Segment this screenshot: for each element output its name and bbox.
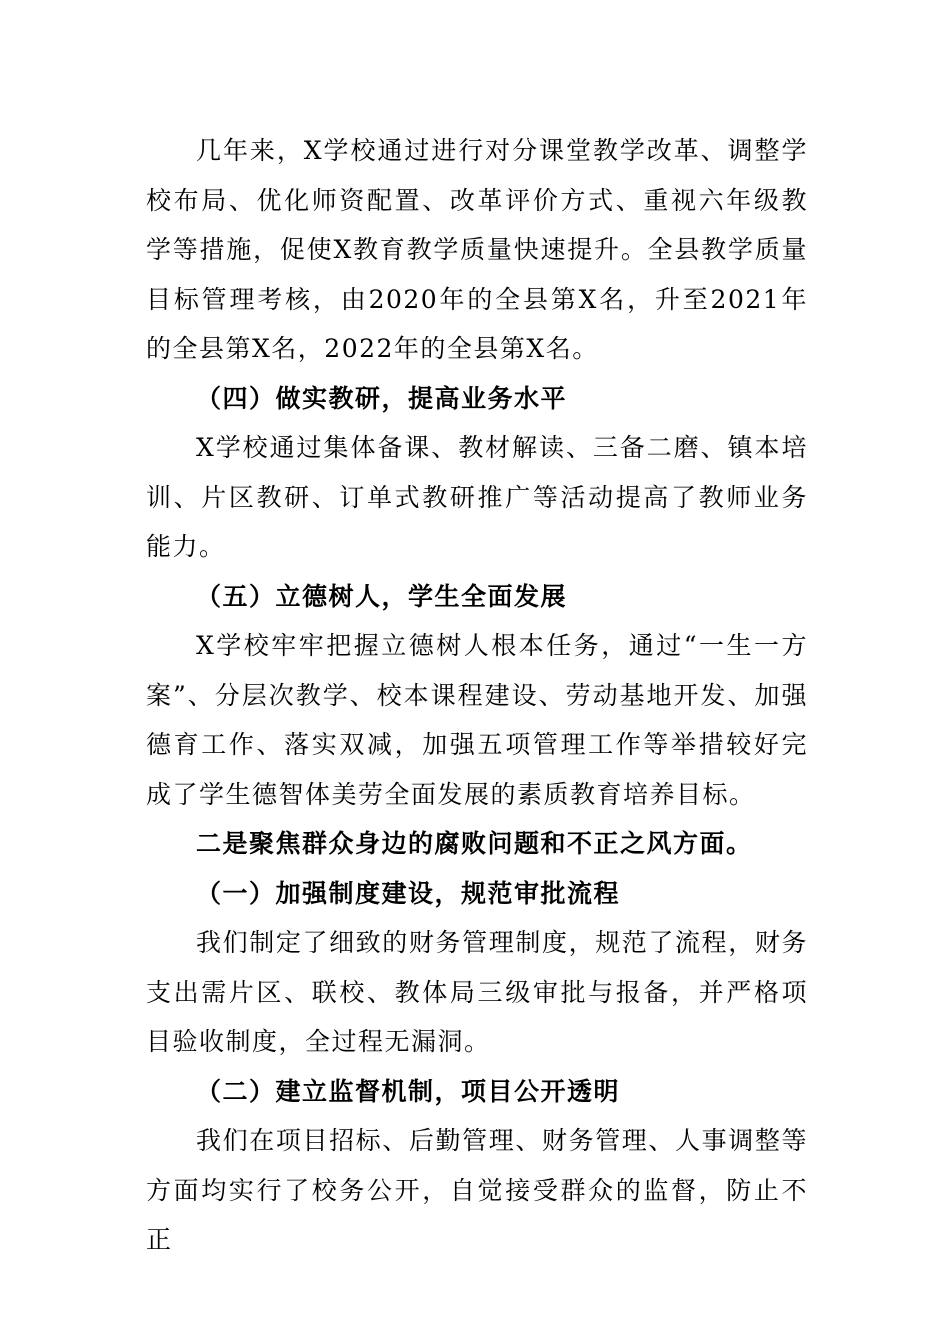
heading-supervision: （二）建立监督机制，项目公开透明	[196, 1076, 621, 1106]
heading-moral-education: （五）立德树人，学生全面发展	[196, 581, 568, 611]
heading-teaching-research: （四）做实教研，提高业务水平	[196, 383, 568, 413]
paragraph-system-building: 我们制定了细致的财务管理制度，规范了流程，财务支出需片区、联校、教体局三级审批与报备，并严格项目验收制度，全过程无漏洞。	[146, 928, 808, 1056]
document-body	[146, 126, 808, 1265]
heading-system-building: （一）加强制度建设，规范审批流程	[196, 878, 621, 908]
paragraph-teaching-quality: 几年来，X学校通过进行对分课堂教学改革、调整学校布局、优化师资配置、改革评价方式、重视六年级教学等措施，促使X教育教学质量快速提升。全县教学质量目标管理考核，由2020年的全县第X名，升至2021年的全县第X名，2022年的全县第X名。	[146, 136, 808, 363]
paragraph-moral-education: X学校牢牢把握立德树人根本任务，通过“一生一方案”、分层次教学、校本课程建设、劳动基地开发、加强德育工作、落实双减，加强五项管理工作等举措较好完成了学生德智体美劳全面发展的素质教育培养目标。	[146, 631, 808, 809]
section-title-anti-corruption: 二是聚焦群众身边的腐败问题和不正之风方面。	[196, 829, 753, 858]
paragraph-supervision: 我们在项目招标、后勤管理、财务管理、人事调整等方面均实行了校务公开，自觉接受群众的监督，防止不正	[146, 1126, 808, 1254]
paragraph-teaching-research: X学校通过集体备课、教材解读、三备二磨、镇本培训、片区教研、订单式教研推广等活动提高了教师业务能力。	[146, 433, 808, 561]
